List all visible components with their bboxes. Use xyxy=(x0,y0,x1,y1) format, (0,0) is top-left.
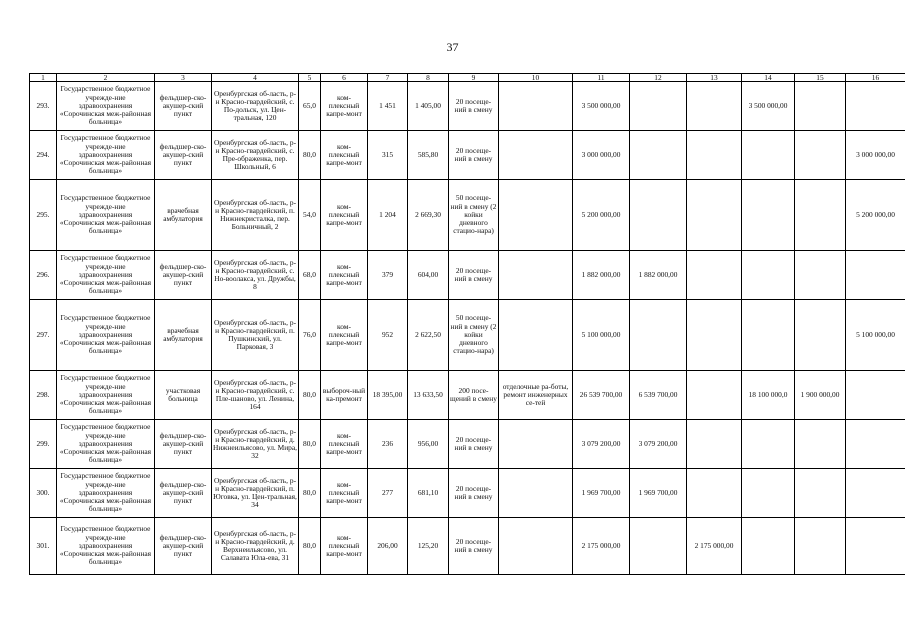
table-cell: 80,0 xyxy=(299,131,321,180)
table-cell: фельдшер-ско-акушер-ский пункт xyxy=(155,420,212,469)
table-cell: ком-плексный капре-монт xyxy=(321,420,368,469)
column-header: 1 xyxy=(30,74,57,82)
table-cell: ком-плексный капре-монт xyxy=(321,180,368,251)
table-cell: 6 539 700,00 xyxy=(630,371,687,420)
table-cell: 301. xyxy=(30,518,57,575)
table-cell xyxy=(846,518,905,575)
table-cell xyxy=(630,300,687,371)
table-cell xyxy=(499,131,573,180)
table-cell xyxy=(499,469,573,518)
table-cell: Оренбургская об-ласть, р-н Красно-гвардейский, п. Юговка, ул. Цен-тральная, 34 xyxy=(212,469,299,518)
table-cell: 297. xyxy=(30,300,57,371)
table-cell: Государственное бюджетное учрежде-ние здравоохранения «Сорочинская меж-районная больница» xyxy=(57,300,155,371)
table-cell: врачебная амбулатория xyxy=(155,300,212,371)
table-cell: врачебная амбулатория xyxy=(155,180,212,251)
table-cell xyxy=(795,300,846,371)
table-cell: 956,00 xyxy=(408,420,449,469)
table-cell xyxy=(742,518,795,575)
table-cell: 54,0 xyxy=(299,180,321,251)
table-row xyxy=(30,251,905,300)
table-cell xyxy=(630,180,687,251)
table-cell: ком-плексный капре-монт xyxy=(321,131,368,180)
table-cell xyxy=(687,420,742,469)
table-cell: 2 669,30 xyxy=(408,180,449,251)
table-cell: 50 посеще-ний в смену (2 койки дневного стацио-нара) xyxy=(449,300,499,371)
table-cell: 200 посе-щений в смену xyxy=(449,371,499,420)
table-cell xyxy=(846,469,905,518)
table-cell: 3 079 200,00 xyxy=(573,420,630,469)
table-cell xyxy=(630,82,687,131)
table-cell: 80,0 xyxy=(299,469,321,518)
table-cell xyxy=(795,82,846,131)
table-cell xyxy=(795,518,846,575)
table-cell: фельдшер-ско-акушер-ский пункт xyxy=(155,131,212,180)
table-cell: 3 000 000,00 xyxy=(846,131,905,180)
table-cell: Оренбургская об-ласть, р-н Красно-гвардейский, с. Но-воолакса, ул. Дружбы, 8 xyxy=(212,251,299,300)
table-cell: 20 посеще-ний в смену xyxy=(449,469,499,518)
table-cell xyxy=(846,371,905,420)
table-cell: 379 xyxy=(368,251,408,300)
table-row xyxy=(30,518,905,575)
table-cell: 1 451 xyxy=(368,82,408,131)
table-cell: 2 175 000,00 xyxy=(573,518,630,575)
table-cell xyxy=(687,251,742,300)
table-cell xyxy=(795,251,846,300)
table-cell: 18 395,00 xyxy=(368,371,408,420)
table-cell: участковая больница xyxy=(155,371,212,420)
table-cell: Оренбургская об-ласть, р-н Красно-гвардейский, д. Нижнеильясово, ул. Мира, 32 xyxy=(212,420,299,469)
column-header: 11 xyxy=(573,74,630,82)
table-row xyxy=(30,469,905,518)
table-cell: ком-плексный капре-монт xyxy=(321,300,368,371)
table-cell: 20 посеще-ний в смену xyxy=(449,131,499,180)
table-cell: фельдшер-ско-акушер-ский пункт xyxy=(155,82,212,131)
table-cell xyxy=(742,300,795,371)
table-cell: 65,0 xyxy=(299,82,321,131)
column-header: 6 xyxy=(321,74,368,82)
column-header: 8 xyxy=(408,74,449,82)
table-cell xyxy=(846,420,905,469)
table-cell: ком-плексный капре-монт xyxy=(321,469,368,518)
table-cell xyxy=(795,180,846,251)
table-cell xyxy=(742,420,795,469)
table-cell xyxy=(795,131,846,180)
table-cell: Государственное бюджетное учрежде-ние здравоохранения «Сорочинская меж-районная больница» xyxy=(57,469,155,518)
table-cell: Государственное бюджетное учрежде-ние здравоохранения «Сорочинская меж-районная больница» xyxy=(57,180,155,251)
table-cell: 604,00 xyxy=(408,251,449,300)
table-cell xyxy=(846,251,905,300)
table-cell: 295. xyxy=(30,180,57,251)
table-row xyxy=(30,420,905,469)
table-cell: 18 100 000,0 xyxy=(742,371,795,420)
table-cell xyxy=(630,518,687,575)
table-cell xyxy=(687,469,742,518)
column-header: 9 xyxy=(449,74,499,82)
column-header: 12 xyxy=(630,74,687,82)
table-cell xyxy=(687,180,742,251)
table-cell: 1 969 700,00 xyxy=(573,469,630,518)
table-cell: 5 100 000,00 xyxy=(573,300,630,371)
table-cell: 1 405,00 xyxy=(408,82,449,131)
table-cell: 206,00 xyxy=(368,518,408,575)
table-cell: отделочные ра-боты, ремонт инженерных се-тей xyxy=(499,371,573,420)
table-cell xyxy=(499,251,573,300)
table-cell: Оренбургская об-ласть, р-н Красно-гвардейский, д. Верхнеильясово, ул. Салавата Юла-ева, 31 xyxy=(212,518,299,575)
page-number: 37 xyxy=(446,40,459,54)
table-cell: 80,0 xyxy=(299,420,321,469)
table-cell: 298. xyxy=(30,371,57,420)
table-cell: 1 204 xyxy=(368,180,408,251)
table-cell: 5 200 000,00 xyxy=(573,180,630,251)
table-cell xyxy=(687,82,742,131)
table-cell: 13 633,50 xyxy=(408,371,449,420)
table-cell: 1 882 000,00 xyxy=(630,251,687,300)
table-cell: 300. xyxy=(30,469,57,518)
table-cell xyxy=(499,300,573,371)
table-cell: 125,20 xyxy=(408,518,449,575)
table-cell xyxy=(499,518,573,575)
table-cell: 294. xyxy=(30,131,57,180)
table-cell: 952 xyxy=(368,300,408,371)
table-cell: Оренбургская об-ласть, р-н Красно-гвардейский, п. Пушкинский, ул. Парковая, 3 xyxy=(212,300,299,371)
table-cell: Государственное бюджетное учрежде-ние здравоохранения «Сорочинская меж-районная больница» xyxy=(57,518,155,575)
table-body xyxy=(30,82,905,575)
column-header: 4 xyxy=(212,74,299,82)
table-row xyxy=(30,300,905,371)
table-cell: 5 100 000,00 xyxy=(846,300,905,371)
table-cell xyxy=(687,371,742,420)
table-cell: Оренбургская об-ласть, р-н Красно-гвардейский, п. Нижнекристалка, пер. Больничный, 2 xyxy=(212,180,299,251)
table-row xyxy=(30,131,905,180)
table-cell: фельдшер-ско-акушер-ский пункт xyxy=(155,469,212,518)
table-cell: 20 посеще-ний в смену xyxy=(449,251,499,300)
table-cell xyxy=(742,469,795,518)
table-cell xyxy=(742,180,795,251)
table-cell xyxy=(630,131,687,180)
register-table xyxy=(29,73,905,575)
table-cell xyxy=(687,300,742,371)
table-cell: 236 xyxy=(368,420,408,469)
table-cell xyxy=(742,131,795,180)
table-cell: Государственное бюджетное учрежде-ние здравоохранения «Сорочинская меж-районная больница» xyxy=(57,420,155,469)
table-cell: 1 900 000,00 xyxy=(795,371,846,420)
table-cell: 2 622,50 xyxy=(408,300,449,371)
column-header: 14 xyxy=(742,74,795,82)
table-cell: Государственное бюджетное учрежде-ние здравоохранения «Сорочинская меж-районная больница» xyxy=(57,131,155,180)
table-cell: 3 500 000,00 xyxy=(742,82,795,131)
table-cell: 3 079 200,00 xyxy=(630,420,687,469)
column-number-row xyxy=(30,74,905,82)
table-cell xyxy=(742,251,795,300)
table-cell: 5 200 000,00 xyxy=(846,180,905,251)
table-cell: Оренбургская об-ласть, р-н Красно-гвардейский, с. Пре-ображенка, пер. Школьный, 6 xyxy=(212,131,299,180)
table-cell: 293. xyxy=(30,82,57,131)
table-cell: ком-плексный капре-монт xyxy=(321,82,368,131)
table-cell: 68,0 xyxy=(299,251,321,300)
table-cell: 299. xyxy=(30,420,57,469)
column-header: 2 xyxy=(57,74,155,82)
column-header: 13 xyxy=(687,74,742,82)
table-cell xyxy=(795,420,846,469)
column-header: 16 xyxy=(846,74,905,82)
table-cell: 80,0 xyxy=(299,371,321,420)
table-cell: фельдшер-ско-акушер-ский пункт xyxy=(155,518,212,575)
table-cell: ком-плексный капре-монт xyxy=(321,518,368,575)
table-cell: 76,0 xyxy=(299,300,321,371)
table-cell: 80,0 xyxy=(299,518,321,575)
table-cell xyxy=(499,180,573,251)
table-cell: Государственное бюджетное учрежде-ние здравоохранения «Сорочинская меж-районная больница» xyxy=(57,82,155,131)
column-header: 10 xyxy=(499,74,573,82)
table-cell: фельдшер-ско-акушер-ский пункт xyxy=(155,251,212,300)
column-header: 15 xyxy=(795,74,846,82)
table-row xyxy=(30,371,905,420)
table-row xyxy=(30,180,905,251)
table-cell: 1 969 700,00 xyxy=(630,469,687,518)
table-cell xyxy=(795,469,846,518)
column-header: 5 xyxy=(299,74,321,82)
column-header: 7 xyxy=(368,74,408,82)
table-cell xyxy=(846,82,905,131)
table-cell xyxy=(499,420,573,469)
table-cell: 20 посеще-ний в смену xyxy=(449,518,499,575)
table-cell: 1 882 000,00 xyxy=(573,251,630,300)
table-cell: 277 xyxy=(368,469,408,518)
column-header: 3 xyxy=(155,74,212,82)
table-cell: 296. xyxy=(30,251,57,300)
table-cell: 20 посеще-ний в смену xyxy=(449,82,499,131)
table-cell: 26 539 700,00 xyxy=(573,371,630,420)
table-cell: 50 посеще-ний в смену (2 койки дневного стацио-нара) xyxy=(449,180,499,251)
table-cell: 20 посеще-ний в смену xyxy=(449,420,499,469)
table-cell: Оренбургская об-ласть, р-н Красно-гвардейский, с. Пле-шаново, ул. Ленина, 164 xyxy=(212,371,299,420)
table-cell xyxy=(687,131,742,180)
table-cell: Государственное бюджетное учрежде-ние здравоохранения «Сорочинская меж-районная больница» xyxy=(57,251,155,300)
table-cell: 585,80 xyxy=(408,131,449,180)
table-cell: ком-плексный капре-монт xyxy=(321,251,368,300)
table-cell: 315 xyxy=(368,131,408,180)
table-cell: 2 175 000,00 xyxy=(687,518,742,575)
table-cell: выбороч-ный ка-премонт xyxy=(321,371,368,420)
table-cell: Оренбургская об-ласть, р-н Красно-гвардейский, с. По-дольск, ул. Цен-тральная, 120 xyxy=(212,82,299,131)
table-row xyxy=(30,82,905,131)
table-cell: Государственное бюджетное учрежде-ние здравоохранения «Сорочинская меж-районная больница» xyxy=(57,371,155,420)
table-cell: 681,10 xyxy=(408,469,449,518)
table-cell xyxy=(499,82,573,131)
table-cell: 3 500 000,00 xyxy=(573,82,630,131)
table-cell: 3 000 000,00 xyxy=(573,131,630,180)
